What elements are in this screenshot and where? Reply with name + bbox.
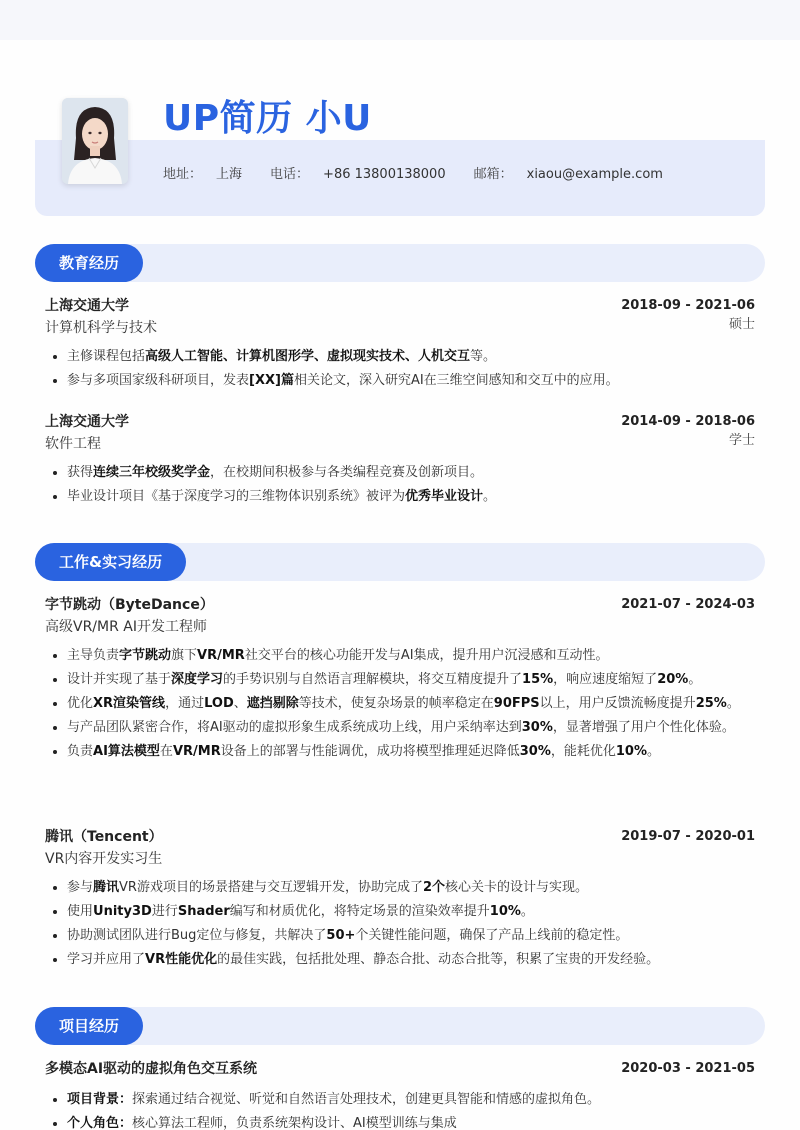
work-entry (45, 594, 755, 764)
bullet-list (45, 1088, 755, 1130)
major: 计算机科学与技术 (45, 320, 157, 336)
school-name: 上海交通大学 (45, 298, 129, 314)
address-value: 上海 (216, 167, 243, 182)
bullet-list (45, 644, 755, 764)
entry-date: 2018-09 - 2021-06 (621, 298, 755, 313)
bullet-item: • 优化XR渲染管线，通过LOD、遮挡剔除等技术，使复杂场景的帧率稳定在90FPS以上，用户反馈流畅度提升25%。 (67, 692, 755, 716)
education-entry (45, 295, 755, 393)
degree: 学士 (728, 433, 755, 448)
phone-item (270, 163, 446, 182)
projects-section-title: 项目经历 (35, 1007, 143, 1045)
phone-value: +86 13800138000 (323, 167, 446, 182)
bullet-item: • 主导负责字节跳动旗下VR/MR社交平台的核心功能开发与AI集成，提升用户沉浸感和互动性。 (67, 644, 755, 668)
resume-name: UP简历 小U (163, 98, 372, 139)
entry-date: 2019-07 - 2020-01 (621, 829, 755, 844)
bullet-item: • 获得连续三年校级奖学金，在校期间积极参与各类编程竞赛及创新项目。 (67, 461, 755, 485)
bullet-item: • 主修课程包括高级人工智能、计算机图形学、虚拟现实技术、人机交互等。 (67, 345, 755, 369)
work-entry (45, 826, 755, 972)
profile-photo (62, 98, 128, 184)
bullet-item: • 协助测试团队进行Bug定位与修复，共解决了50+个关键性能问题，确保了产品上线前的稳定性。 (67, 924, 755, 948)
bullet-item: • 负责AI算法模型在VR/MR设备上的部署与性能调优，成功将模型推理延迟降低30%，能耗优化10%。 (67, 740, 755, 764)
address-item (163, 163, 242, 182)
bullet-item: • 毕业设计项目《基于深度学习的三维物体识别系统》被评为优秀毕业设计。 (67, 485, 755, 509)
address-label: 地址： (163, 167, 203, 182)
company-name: 字节跳动（ByteDance） (45, 597, 214, 613)
email-item (474, 163, 663, 182)
bullet-item: • 参与多项国家级科研项目，发表[XX]篇相关论文，深入研究AI在三维空间感知和交互中的应用。 (67, 369, 755, 393)
bullet-item: • 项目背景：探索通过结合视觉、听觉和自然语言处理技术，创建更具智能和情感的虚拟角色。 (67, 1088, 755, 1112)
education-section-header (35, 244, 765, 282)
bullet-list (45, 461, 755, 509)
bullet-item: • 学习并应用了VR性能优化的最佳实践，包括批处理、静态合批、动态合批等，积累了宝贵的开发经验。 (67, 948, 755, 972)
resume-page (0, 40, 800, 1130)
work-section-title: 工作&实习经历 (35, 543, 186, 581)
bullet-item: • 参与腾讯VR游戏项目的场景搭建与交互逻辑开发，协助完成了2个核心关卡的设计与实现。 (67, 876, 755, 900)
school-name: 上海交通大学 (45, 414, 129, 430)
bullet-item: • 设计并实现了基于深度学习的手势识别与自然语言理解模块，将交互精度提升了15%，响应速度缩短了20%。 (67, 668, 755, 692)
phone-label: 电话： (270, 167, 310, 182)
bullet-item: • 使用Unity3D进行Shader编写和材质优化，将特定场景的渲染效率提升10%。 (67, 900, 755, 924)
bullet-list (45, 876, 755, 972)
job-role: VR内容开发实习生 (45, 851, 163, 867)
work-section-header (35, 543, 765, 581)
bullet-item: • 个人角色：核心算法工程师，负责系统架构设计、AI模型训练与集成 (67, 1112, 755, 1130)
degree: 硕士 (728, 317, 755, 332)
job-role: 高级VR/MR AI开发工程师 (45, 619, 207, 635)
education-entry (45, 411, 755, 509)
email-value[interactable]: xiaou@example.com (526, 167, 663, 182)
bullet-list (45, 345, 755, 393)
project-name: 多模态AI驱动的虚拟角色交互系统 (45, 1061, 258, 1077)
entry-date: 2014-09 - 2018-06 (621, 414, 755, 429)
email-label: 邮箱： (473, 167, 513, 182)
company-name: 腾讯（Tencent） (45, 829, 163, 845)
projects-section-header (35, 1007, 765, 1045)
entry-date: 2020-03 - 2021-05 (621, 1061, 755, 1076)
entry-date: 2021-07 - 2024-03 (621, 597, 755, 612)
contact-info (163, 163, 663, 182)
major: 软件工程 (45, 436, 101, 452)
education-section-title: 教育经历 (35, 244, 143, 282)
project-entry (45, 1058, 755, 1130)
bullet-item: • 与产品团队紧密合作，将AI驱动的虚拟形象生成系统成功上线，用户采纳率达到30%，显著增强了用户个性化体验。 (67, 716, 755, 740)
